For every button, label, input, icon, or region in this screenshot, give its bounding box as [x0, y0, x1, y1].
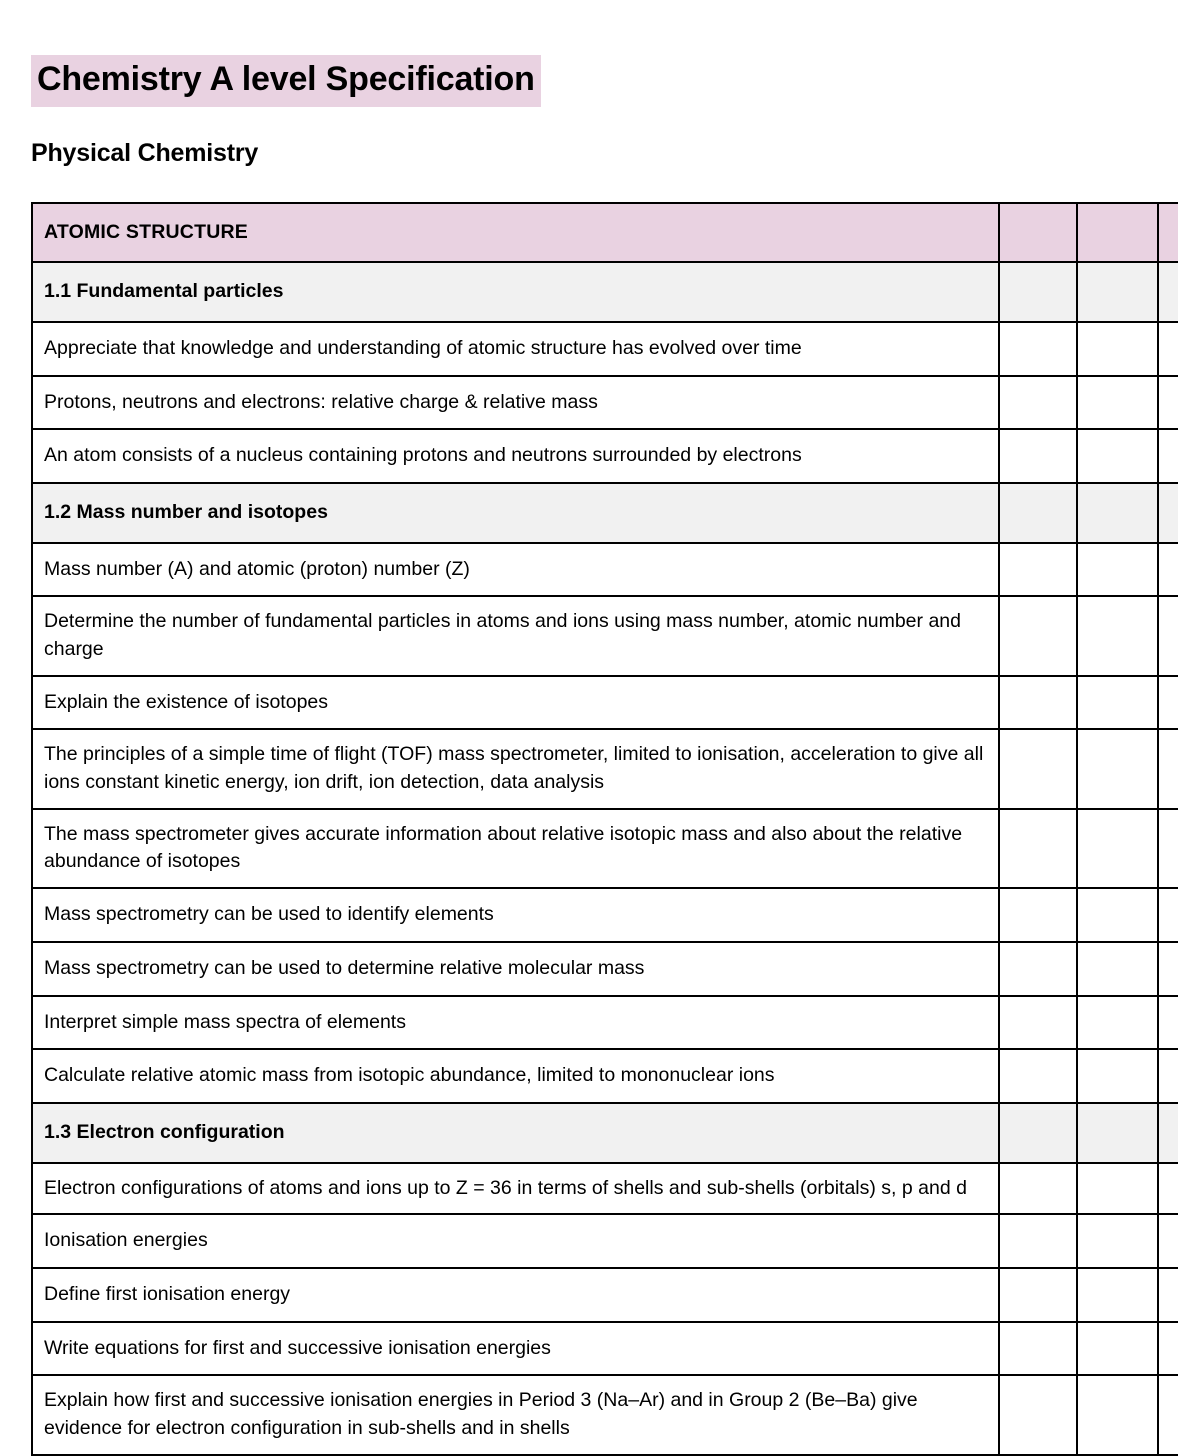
table-row: [32, 543, 1178, 597]
checkbox-cell-2[interactable]: [1077, 729, 1158, 808]
checkbox-cell-1[interactable]: [999, 543, 1077, 597]
statement-label: Mass number (A) and atomic (proton) number (Z): [44, 557, 470, 580]
checkbox-cell-2[interactable]: [1077, 543, 1158, 597]
section-title-label: 1.1 Fundamental particles: [44, 280, 284, 303]
checkbox-cell-2[interactable]: [1077, 809, 1158, 888]
statement-label: Ionisation energies: [44, 1229, 208, 1252]
checkbox-cell-1[interactable]: [999, 322, 1077, 376]
table-row: [32, 376, 1178, 430]
table-row: [32, 596, 1178, 675]
section-title-label: 1.2 Mass number and isotopes: [44, 500, 328, 523]
checkbox-cell-3[interactable]: [1158, 429, 1178, 483]
checkbox-cell-3[interactable]: [1158, 596, 1178, 675]
checkbox-cell-2[interactable]: [1077, 676, 1158, 730]
table-row: [32, 1268, 1178, 1322]
checkbox-cell-3[interactable]: [1158, 1163, 1178, 1215]
table-row: [32, 676, 1178, 730]
table-row: [32, 322, 1178, 376]
statement-label: Determine the number of fundamental particles in atoms and ions using mass number, atomic number and charge: [44, 610, 961, 661]
checkbox-cell-1[interactable]: [999, 376, 1077, 430]
checkbox-cell-2[interactable]: [1077, 996, 1158, 1050]
statement-cell: [32, 729, 999, 808]
checkbox-cell-3[interactable]: [1158, 543, 1178, 597]
checkbox-cell-3[interactable]: [1158, 729, 1178, 808]
checkbox-cell-1[interactable]: [999, 483, 1077, 543]
statement-label: Appreciate that knowledge and understanding of atomic structure has evolved over time: [44, 336, 802, 359]
checkbox-cell-1[interactable]: [999, 596, 1077, 675]
statement-label: Interpret simple mass spectra of elements: [44, 1010, 406, 1033]
unit-title-label: ATOMIC STRUCTURE: [44, 220, 248, 243]
checkbox-cell-2[interactable]: [1077, 596, 1158, 675]
checkbox-cell-3[interactable]: [1158, 376, 1178, 430]
statement-label: Write equations for first and successive ionisation energies: [44, 1336, 551, 1359]
checkbox-cell-3[interactable]: [1158, 888, 1178, 942]
statement-label: Mass spectrometry can be used to identify elements: [44, 903, 494, 926]
statement-label: Electron configurations of atoms and ions up to Z = 36 in terms of shells and sub-shells (orbitals) s, p and d: [44, 1176, 967, 1199]
checkbox-cell-3[interactable]: [1158, 483, 1178, 543]
checkbox-cell-3[interactable]: [1158, 262, 1178, 322]
specification-checklist-table: [31, 202, 1178, 1456]
checkbox-cell-3[interactable]: [1158, 1375, 1178, 1454]
table-body: [32, 203, 1178, 1455]
checkbox-cell-2[interactable]: [1077, 322, 1158, 376]
statement-cell: [32, 888, 999, 942]
checkbox-cell-1[interactable]: [999, 262, 1077, 322]
table-row: [32, 203, 1178, 263]
checkbox-cell-1[interactable]: [999, 1163, 1077, 1215]
checkbox-cell-1[interactable]: [999, 203, 1077, 263]
statement-cell: [32, 1375, 999, 1454]
table-row: [32, 729, 1178, 808]
statement-label: Explain the existence of isotopes: [44, 690, 329, 713]
checkbox-cell-2[interactable]: [1077, 203, 1158, 263]
checkbox-cell-2[interactable]: [1077, 1322, 1158, 1376]
table-row: [32, 1049, 1178, 1103]
checkbox-cell-2[interactable]: [1077, 1268, 1158, 1322]
checkbox-cell-1[interactable]: [999, 1049, 1077, 1103]
checkbox-cell-2[interactable]: [1077, 429, 1158, 483]
table-row: [32, 1375, 1178, 1454]
checkbox-cell-3[interactable]: [1158, 1322, 1178, 1376]
statement-cell: [32, 543, 999, 597]
checkbox-cell-1[interactable]: [999, 996, 1077, 1050]
checkbox-cell-2[interactable]: [1077, 262, 1158, 322]
statement-label: Calculate relative atomic mass from isotopic abundance, limited to mononuclear ions: [44, 1064, 775, 1087]
table-row: [32, 1163, 1178, 1215]
checkbox-cell-1[interactable]: [999, 809, 1077, 888]
statement-cell: [32, 942, 999, 996]
checkbox-cell-3[interactable]: [1158, 809, 1178, 888]
table-row: [32, 996, 1178, 1050]
table-row: [32, 888, 1178, 942]
unit-title-cell: [32, 203, 999, 263]
table-row: [32, 483, 1178, 543]
table-row: [32, 1103, 1178, 1163]
statement-cell: [32, 1163, 999, 1215]
checkbox-cell-3[interactable]: [1158, 1103, 1178, 1163]
statement-cell: [32, 1322, 999, 1376]
checkbox-cell-2[interactable]: [1077, 1103, 1158, 1163]
table-row: [32, 262, 1178, 322]
statement-cell: [32, 809, 999, 888]
statement-cell: [32, 1214, 999, 1268]
checkbox-cell-1[interactable]: [999, 1103, 1077, 1163]
section-heading: Physical Chemistry: [31, 138, 259, 167]
checkbox-cell-1[interactable]: [999, 1375, 1077, 1454]
checkbox-cell-1[interactable]: [999, 942, 1077, 996]
checkbox-cell-3[interactable]: [1158, 996, 1178, 1050]
checkbox-cell-1[interactable]: [999, 1214, 1077, 1268]
section-title-cell: [32, 262, 999, 322]
checkbox-cell-3[interactable]: [1158, 1214, 1178, 1268]
checkbox-cell-2[interactable]: [1077, 1163, 1158, 1215]
section-title-cell: [32, 483, 999, 543]
checkbox-cell-3[interactable]: [1158, 942, 1178, 996]
statement-label: Protons, neutrons and electrons: relative charge & relative mass: [44, 390, 598, 413]
statement-cell: [32, 376, 999, 430]
table-row: [32, 429, 1178, 483]
statement-label: The mass spectrometer gives accurate information about relative isotopic mass and also about the relative abundance of isotopes: [44, 822, 963, 873]
table-row: [32, 1322, 1178, 1376]
statement-label: Explain how first and successive ionisation energies in Period 3 (Na–Ar) and in Group 2 (Be–Ba) give evidence for electron configuration in sub-shells and in shells: [44, 1389, 918, 1440]
checkbox-cell-1[interactable]: [999, 1268, 1077, 1322]
checkbox-cell-2[interactable]: [1077, 888, 1158, 942]
statement-cell: [32, 322, 999, 376]
checkbox-cell-2[interactable]: [1077, 1375, 1158, 1454]
section-title-label: 1.3 Electron configuration: [44, 1120, 285, 1143]
checkbox-cell-1[interactable]: [999, 729, 1077, 808]
statement-cell: [32, 1268, 999, 1322]
statement-cell: [32, 596, 999, 675]
statement-label: The principles of a simple time of flight (TOF) mass spectrometer, limited to ionisation, acceleration to give all ions constant kinetic energy, ion drift, ion detection, data analysis: [44, 743, 984, 794]
checkbox-cell-1[interactable]: [999, 429, 1077, 483]
checkbox-cell-3[interactable]: [1158, 1268, 1178, 1322]
checkbox-cell-1[interactable]: [999, 888, 1077, 942]
checkbox-cell-2[interactable]: [1077, 1049, 1158, 1103]
checkbox-cell-2[interactable]: [1077, 376, 1158, 430]
statement-cell: [32, 996, 999, 1050]
checkbox-cell-2[interactable]: [1077, 1214, 1158, 1268]
checkbox-cell-2[interactable]: [1077, 483, 1158, 543]
page-title: Chemistry A level Specification: [31, 55, 541, 107]
checkbox-cell-3[interactable]: [1158, 676, 1178, 730]
statement-label: Define first ionisation energy: [44, 1282, 291, 1305]
checkbox-cell-1[interactable]: [999, 676, 1077, 730]
table-row: [32, 809, 1178, 888]
checkbox-cell-2[interactable]: [1077, 942, 1158, 996]
table-row: [32, 942, 1178, 996]
checkbox-cell-3[interactable]: [1158, 322, 1178, 376]
checkbox-cell-3[interactable]: [1158, 203, 1178, 263]
table-row: [32, 1214, 1178, 1268]
statement-cell: [32, 676, 999, 730]
checkbox-cell-1[interactable]: [999, 1322, 1077, 1376]
statement-cell: [32, 429, 999, 483]
statement-cell: [32, 1049, 999, 1103]
section-title-cell: [32, 1103, 999, 1163]
statement-label: An atom consists of a nucleus containing protons and neutrons surrounded by electrons: [44, 444, 802, 467]
statement-label: Mass spectrometry can be used to determine relative molecular mass: [44, 956, 645, 979]
checkbox-cell-3[interactable]: [1158, 1049, 1178, 1103]
